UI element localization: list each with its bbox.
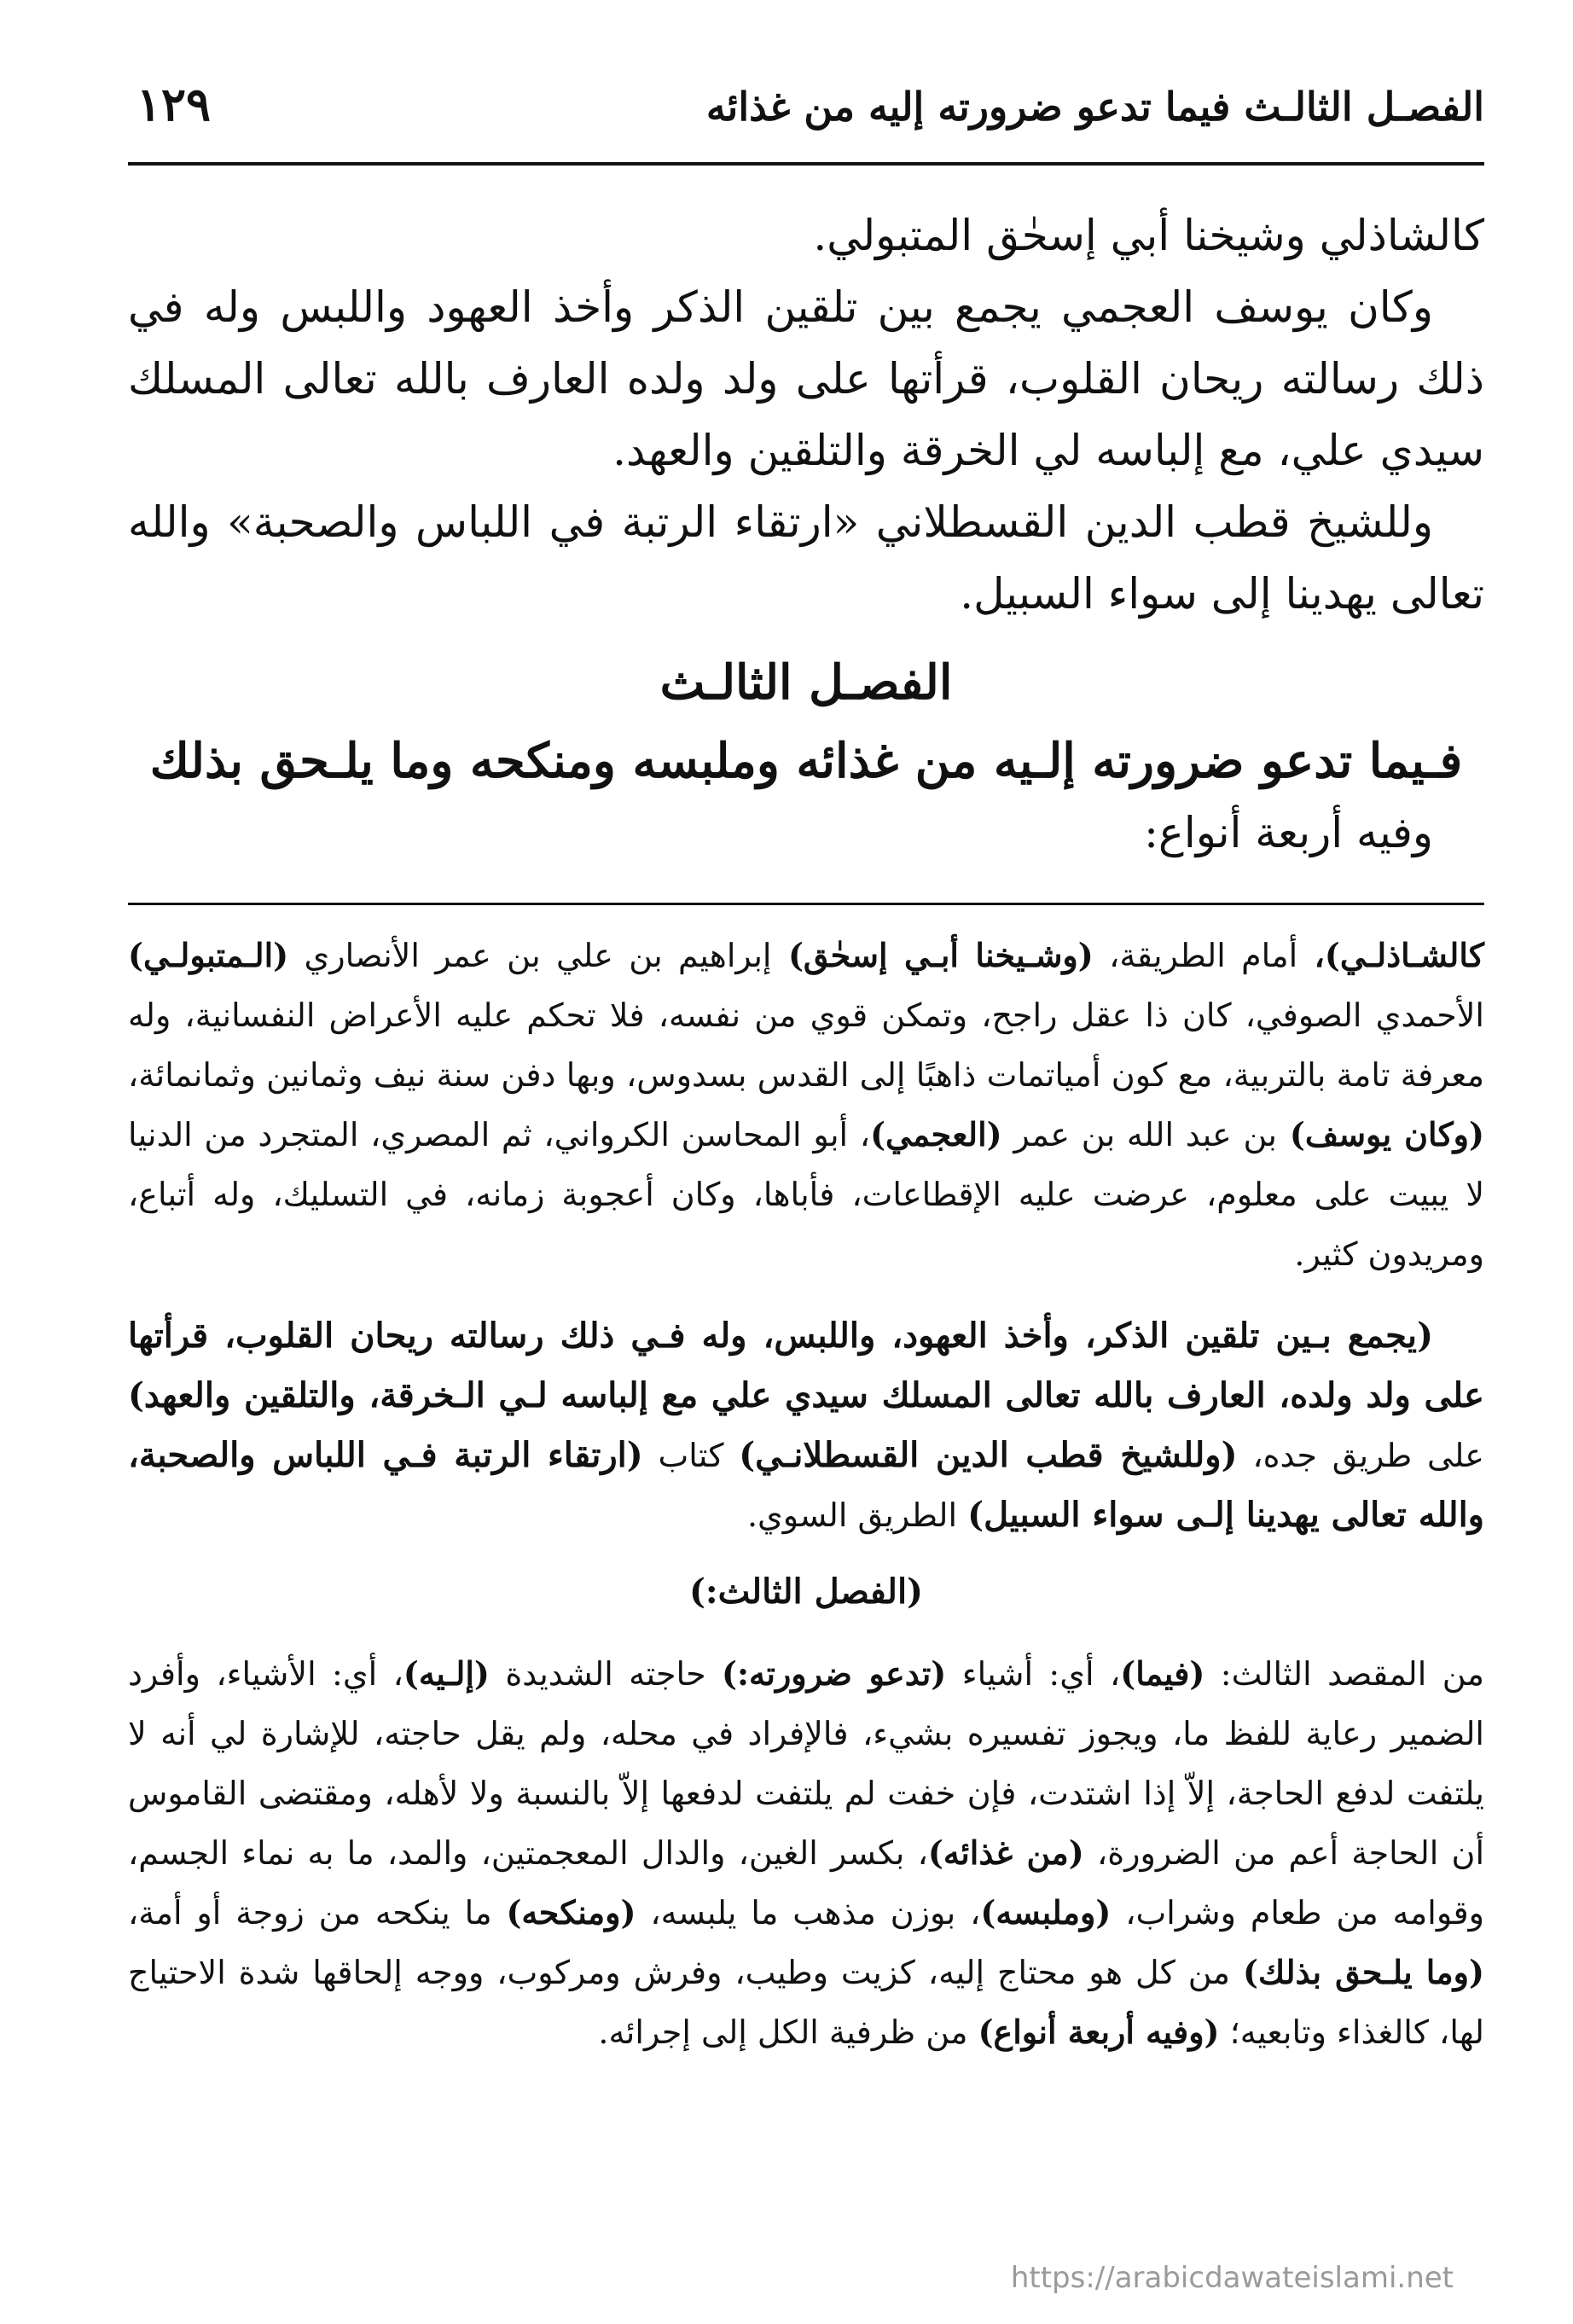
- bold-term: (من غذائه): [927, 1833, 1084, 1872]
- book-page: [128, 68, 1484, 2062]
- bold-term: (ارتقاء الرتبة فـي اللباس والصحبة، والله تعالى يهدينا إلـى سواء السبيل): [128, 1435, 1484, 1535]
- bold-term: (الـمتبولـي): [128, 936, 289, 974]
- commentary-text: الطريق السوي.: [746, 1496, 968, 1534]
- commentary-text: من كل هو محتاج إليه، كزيت وطيب، وفرش ومركوب، ووجه إلحاقها شدة الاحتياج لها، كالغذاء وتابعيه؛: [128, 1954, 1484, 2051]
- bold-term: (يجمع بـين تلقين الذكر، وأخذ العهود، واللبس، وله فـي ذلك رسالته ريحان القلوب، قرأتها على ولد ولده، العارف بالله تعالى المسلك سيدي علي مع إلباسه لـي الـخرقة، والتلقين والعهد): [128, 1316, 1484, 1415]
- bold-term: (إلـيه): [403, 1654, 490, 1693]
- chapter-intro: وفيه أربعة أنواع:: [1144, 808, 1433, 857]
- footnote-divider: [128, 903, 1484, 905]
- bold-term: كالشـاذلـي)،: [1297, 936, 1484, 974]
- commentary-section: [128, 926, 1484, 2062]
- commentary-text: ، أي: الأشياء، وأفرد الضمير رعاية للفظ ما، ويجوز تفسيره بشيء، فالإفراد في محله، ولم يقل حاجته، للإشارة لي أنه لا يلتفت لدفع الحاجة، إلاّ إذا اشتدت، فإن خفت لم يلتفت لدفعها إلاّ بالنسبة ولا لأهله، ومقتضى القاموس أن الحاجة أعم من الضرورة،: [128, 1655, 1484, 1872]
- commentary-text: حاجته الشديدة: [489, 1655, 722, 1693]
- page-header: [128, 68, 1484, 166]
- commentary-text: ، بكسر الغين، والدال المعجمتين، والمد، ما به نماء الجسم، وقوامه من طعام وشراب،: [128, 1834, 1484, 1932]
- commentary-text: من المقصد الثالث:: [1204, 1655, 1484, 1693]
- commentary-text: بن عبد الله بن عمر: [1001, 1116, 1278, 1153]
- commentary-text: إبراهيم بن علي بن عمر الأنصاري: [288, 937, 772, 974]
- commentary-text: ما ينكحه من زوجة أو أمة،: [128, 1894, 507, 1932]
- bold-term: (وما يلـحق بذلك): [1242, 1953, 1484, 1991]
- main-paragraph-2: وكان يوسف العجمي يجمع بين تلقين الذكر وأخذ العهود واللبس وله في ذلك رسالته ريحان القلوب، قرأتها على ولد ولده العارف بالله تعالى المسلك سيدي علي، مع إلباسه لي الخرقة والتلقين والعهد.: [128, 282, 1484, 475]
- chapter-title: الفصـل الثالـث: [659, 654, 953, 711]
- bold-term: (وشـيخنا أبـي إسحٰق): [771, 936, 1094, 974]
- running-title: الفصـل الثالـث فيما تدعو ضرورته إليه من غذائه: [705, 84, 1484, 130]
- commentary-text: ، أي: أشياء: [946, 1655, 1121, 1693]
- commentary-text: على طريق جده،: [1237, 1437, 1484, 1474]
- commentary-text: الأحمدي الصوفي، كان ذا عقل راجح، وتمكن قوي من نفسه، فلا تحكم عليه الأعراض النفسانية، وله معرفة تامة بالتربية، مع كون أمياتمات ذاهبًا إلى القدس بسدوس، وبها دفن سنة نيف وثمانين وثمانمائة،: [128, 996, 1484, 1094]
- bold-term: (فيما): [1120, 1654, 1205, 1693]
- page-number: ١٢٩: [136, 77, 212, 131]
- commentary-block-2: [128, 1306, 1484, 1545]
- bold-term: (وفيه أربعة أنواع): [978, 2013, 1220, 2051]
- watermark-url: https://arabicdawateislami.net: [1010, 2261, 1454, 2295]
- commentary-text: كتاب: [642, 1437, 740, 1474]
- commentary-text: أمام الطريقة،: [1093, 937, 1298, 974]
- main-text: [128, 200, 1484, 869]
- main-paragraph-3: وللشيخ قطب الدين القسطلاني «ارتقاء الرتبة في اللباس والصحبة» والله تعالى يهدينا إلى سواء السبيل.: [128, 497, 1484, 619]
- commentary-text: من ظرفية الكل إلى إجرائه.: [598, 2013, 978, 2051]
- commentary-block-1: [128, 926, 1484, 1284]
- bold-term: (وكان يوسف): [1277, 1115, 1485, 1153]
- bold-term: (تدعو ضرورته:): [722, 1654, 947, 1693]
- commentary-block-3: [128, 1644, 1484, 2062]
- bold-term: (ومنكحه): [506, 1893, 636, 1932]
- chapter-subtitle: فـيما تدعو ضرورته إلـيه من غذائه وملبسه ومنكحه وما يلـحق بذلك: [149, 733, 1463, 789]
- bold-term: (العجمي): [870, 1115, 1002, 1153]
- commentary-text: ، أبو المحاسن الكرواني، ثم المصري، المتجرد من الدنيا لا يبيت على معلوم، عرضت عليه الإقطاعات، فأباها، وكان أعجوبة زمانه، في التسليك، وله أتباع، ومريدون كثير.: [128, 1116, 1484, 1273]
- main-paragraph-1: كالشاذلي وشيخنا أبي إسحٰق المتبولي.: [813, 211, 1484, 260]
- commentary-section-label: (الفصل الثالث:): [688, 1572, 924, 1612]
- bold-term: (وملبسه): [980, 1893, 1112, 1932]
- bold-term: (وللشيخ قطب الدين القسطلانـي): [739, 1435, 1238, 1475]
- commentary-text: ، بوزن مذهب ما يلبسه،: [636, 1894, 981, 1932]
